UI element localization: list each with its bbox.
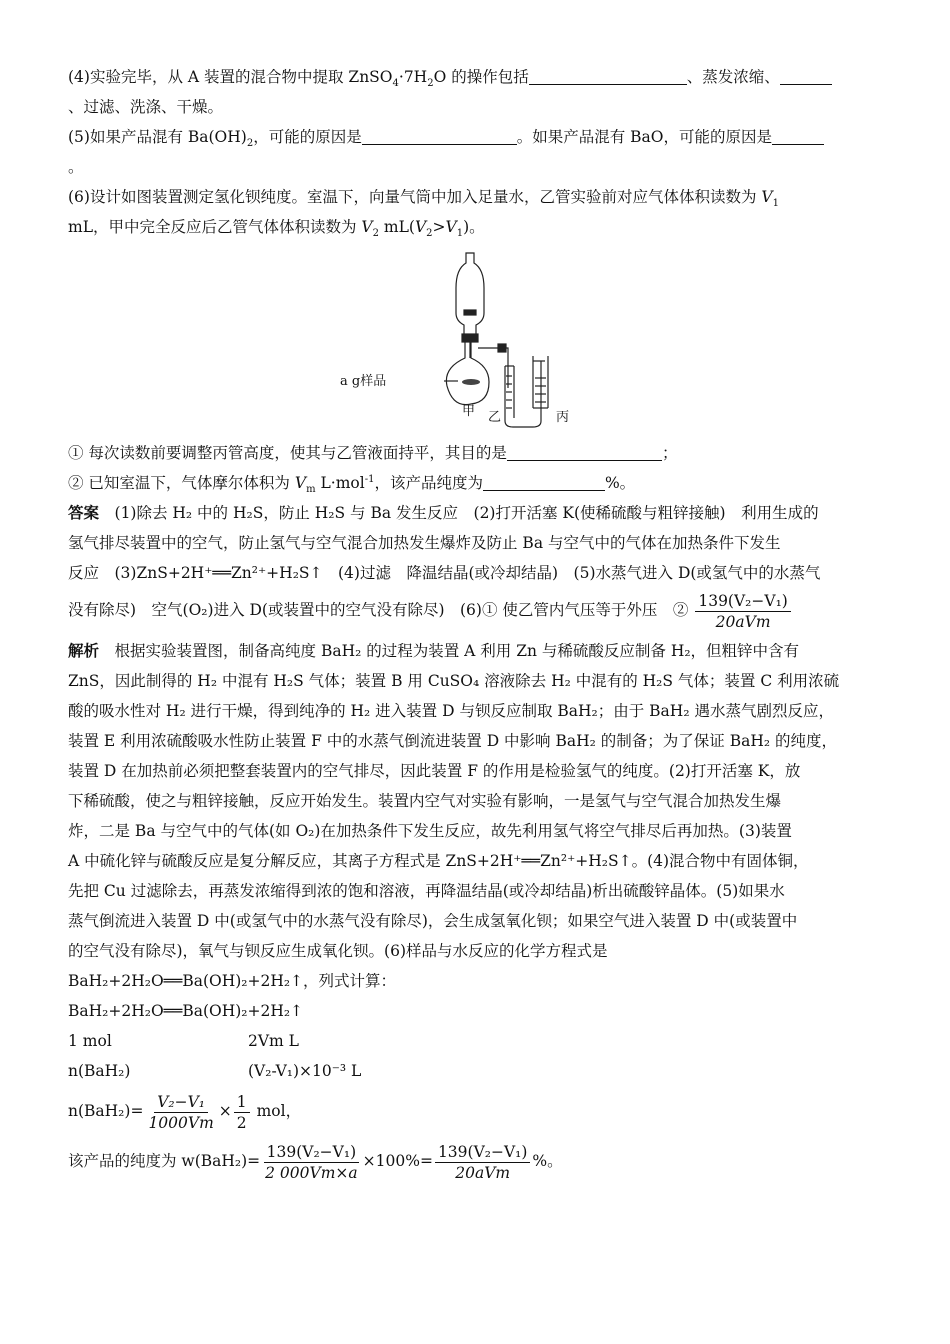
document-page: [68, 62, 883, 1186]
analysis-text: 根据实验装置图，制备高纯度 BaH₂ 的过程为装置 A 利用 Zn 与稀硫酸反应制备 H₂，但粗锌中含有: [99, 642, 800, 660]
sub2-text: ② 已知室温下，气体摩尔体积为: [68, 474, 295, 492]
analysis-section: [68, 636, 883, 1186]
purity-fraction-2: [435, 1142, 530, 1183]
fraction-numerator: 139(V₂−V₁): [264, 1142, 359, 1163]
calc-left: 1 mol: [68, 1032, 112, 1050]
answer-label: 答案: [68, 503, 100, 522]
purity-calculation: [68, 1136, 883, 1186]
answer-blank[interactable]: [772, 126, 824, 145]
mole-calculation: [68, 1086, 883, 1136]
purity-end: %。: [532, 1152, 563, 1170]
analysis-line: ZnS，因此制得的 H₂ 中混有 H₂S 气体；装置 B 用 CuSO₄ 溶液除去 H₂ 中混有的 H₂S 气体；装置 C 利用浓硫: [68, 672, 840, 690]
q5-text: (5)如果产品混有 Ba(OH): [68, 128, 247, 146]
question-6-cont: mL，甲中完全反应后乙管气体体积读数为 $V_2$ $mL(V_2>V_1)$。: [68, 218, 485, 240]
sub1-text: ① 每次读数前要调整丙管高度，使其与乙管液面持平，其目的是: [68, 444, 507, 462]
calc-left: n(BaH₂): [68, 1062, 131, 1080]
answer-blank[interactable]: [507, 442, 662, 461]
apparatus-diagram: [388, 248, 588, 428]
answer-line-1: [68, 498, 883, 528]
answer-blank[interactable]: [780, 66, 832, 85]
fraction-denominator: 1000Vm: [148, 1113, 214, 1132]
fraction-numerator: 139(V₂−V₁): [695, 591, 790, 612]
purity-lhs: 该产品的纯度为 w(BaH₂)=: [68, 1152, 261, 1170]
answer-fraction: [695, 591, 790, 632]
analysis-line: 下稀硫酸，使之与粗锌接触，反应开始发生。装置内空气对实验有影响，一是氢气与空气混合加热发生爆: [68, 792, 782, 810]
q6-text: (6)设计如图装置测定氢化钡纯度。室温下，向量气筒中加入足量水，乙管实验前对应气体体积读数为: [68, 188, 762, 206]
question-4-cont: 、过滤、洗涤、干燥。: [68, 98, 224, 116]
apparatus-figure: [340, 248, 588, 428]
purity-fraction-1: [262, 1142, 361, 1183]
q6-text-3: mL(: [379, 218, 415, 236]
purity-mid: ×100%=: [362, 1152, 433, 1170]
sub2-text-b: L·mol: [315, 474, 365, 492]
answer-text-1: (1)除去 H₂ 中的 H₂S，防止 H₂S 与 Ba 发生反应 (2)打开活塞 K(使稀硫酸与粗锌接触) 利用生成的: [99, 504, 819, 522]
calc-row-1: [68, 1026, 883, 1056]
half-fraction: [234, 1092, 250, 1133]
q4-text: (4)实验完毕，从 A 装置的混合物中提取 ZnSO: [68, 68, 393, 86]
answer-blank[interactable]: [529, 66, 687, 85]
answer-line-3: 反应 (3)ZnS+2H⁺══Zn²⁺+H₂S↑ (4)过滤 降温结晶(或冷却结晶) (5)水蒸气进入 D(或氢气中的水蒸气: [68, 564, 821, 582]
fraction-denominator: 20aVm: [455, 1163, 511, 1182]
analysis-line: 酸的吸水性对 H₂ 进行干燥，得到纯净的 H₂ 进入装置 D 与钡反应制取 BaH₂；由于 BaH₂ 遇水蒸气剧烈反应，: [68, 702, 834, 720]
analysis-line: 炸，二是 Ba 与空气中的气体(如 O₂)在加热条件下发生反应，故先利用氢气将空气排尽后再加热。(3)装置: [68, 822, 792, 840]
answer-line-2: 氢气排尽装置中的空气，防止氢气与空气混合加热发生爆炸及防止 Ba 与空气中的气体在加热条件下发生: [68, 534, 781, 552]
sub2-text-c: ，该产品纯度为: [374, 474, 483, 492]
answer-blank[interactable]: [483, 472, 605, 491]
question-5-cont: 。: [68, 158, 84, 176]
sub-question-2: ② 已知室温下，气体摩尔体积为 $V_m$ L·mol$^{-1}$，该产品纯度为 %。: [68, 473, 636, 496]
equation-line: BaH₂+2H₂O══Ba(OH)₂+2H₂↑: [68, 1002, 304, 1020]
fraction-denominator: 2 000Vm×a: [265, 1163, 358, 1182]
equation-line: BaH₂+2H₂O══Ba(OH)₂+2H₂↑，列式计算：: [68, 972, 397, 990]
fraction-numerator: 139(V₂−V₁): [435, 1142, 530, 1163]
analysis-line: 的空气没有除尽)，氧气与钡反应生成氧化钡。(6)样品与水反应的化学方程式是: [68, 942, 608, 960]
q4-text-d: 、蒸发浓缩、: [686, 68, 780, 86]
tube-label-bing: 丙: [556, 410, 570, 425]
analysis-line: 蒸气倒流进入装置 D 中(或氢气中的水蒸气没有除尽)，会生成氢氧化钡；如果空气进入装置 D 中(或装置中: [68, 912, 798, 930]
analysis-line: 先把 Cu 过滤除去，再蒸发浓缩得到浓的饱和溶液，再降温结晶(或冷却结晶)析出硫酸锌晶体。(5)如果水: [68, 882, 785, 900]
answer-line-4: [68, 588, 883, 632]
q4-text-c: O 的操作包括: [433, 68, 529, 86]
tube-label-yi: 乙: [488, 410, 502, 425]
analysis-line: [68, 636, 883, 666]
analysis-line: A 中硫化锌与硫酸反应是复分解反应，其离子方程式是 ZnS+2H⁺══Zn²⁺+H₂S↑。(4)混合物中有固体铜，: [68, 852, 809, 870]
fraction-numerator: 1: [234, 1092, 250, 1113]
fraction-denominator: 2: [236, 1113, 247, 1132]
calc-right: 2Vm L: [248, 1032, 299, 1050]
q6-text-4: )。: [463, 218, 485, 236]
fraction-denominator: 20aVm: [715, 612, 771, 631]
calc-lhs: n(BaH₂)=: [68, 1102, 144, 1120]
calc-row-2: [68, 1056, 883, 1086]
flask-label-jia: 甲: [462, 404, 476, 419]
answer-blank[interactable]: [362, 126, 517, 145]
answer-text-4: 没有除尽) 空气(O₂)进入 D(或装置中的空气没有除尽) (6)① 使乙管内气压等于外压 ②: [68, 601, 689, 619]
sub-question-1: [68, 438, 883, 468]
calc-fraction: [145, 1092, 216, 1133]
analysis-line: 装置 E 利用浓硫酸吸水性防止装置 F 中的水蒸气倒流进装置 D 中影响 BaH₂ 的制备；为了保证 BaH₂ 的纯度，: [68, 732, 837, 750]
q6-text-2: mL，甲中完全反应后乙管气体体积读数为: [68, 218, 362, 236]
question-4: (4)实验完毕，从 A 装置的混合物中提取 $ZnSO_4\cdot 7H_2O$ 的操作包括 、蒸发浓缩、: [68, 62, 883, 92]
times-sign: ×: [218, 1102, 232, 1120]
q5-text-b: ，可能的原因是: [253, 128, 362, 146]
analysis-label: 解析: [68, 641, 100, 660]
question-6: (6)设计如图装置测定氢化钡纯度。室温下，向量气筒中加入足量水，乙管实验前对应气体体积读数为 $V_1$: [68, 188, 779, 210]
calc-unit: mol，: [251, 1102, 302, 1120]
calc-right: (V₂-V₁)×10⁻³ L: [248, 1062, 362, 1080]
sub1-end: ；: [661, 444, 678, 462]
fraction-numerator: V₂−V₁: [154, 1092, 208, 1113]
sub2-text-d: %。: [604, 474, 636, 492]
q5-text-c: 。如果产品混有 BaO，可能的原因是: [516, 128, 773, 146]
analysis-line: 装置 D 在加热前必须把整套装置内的空气排尽，因此装置 F 的作用是检验氢气的纯度。(2)打开活塞 K，放: [68, 762, 801, 780]
sample-label: a g样品: [340, 374, 387, 389]
q4-text-b: ·7H: [398, 68, 428, 86]
question-5: (5)如果产品混有 $Ba(OH)_2$，可能的原因是 。如果产品混有 BaO，可能的原因是: [68, 122, 883, 152]
